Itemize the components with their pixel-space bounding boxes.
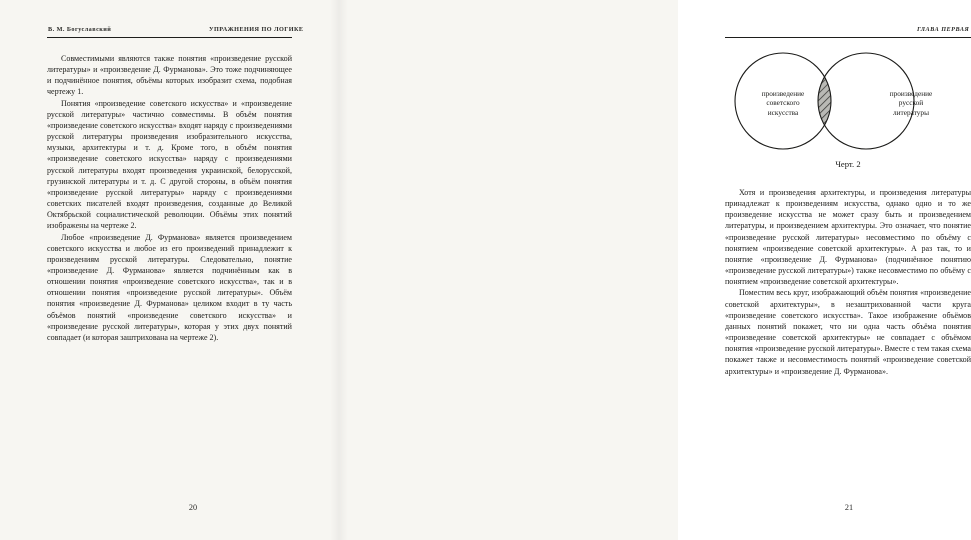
paragraph: Поместим весь круг, изображающий объём понятия «произведение советской архитектуры», в незаштрихованной части круга «произведение советского искусства». Такое изображение объёмов данных понятий покажет, что ни одна часть объёма понятия «произведение советской архитектуры» не совпадает с объёмом понятия «произведение русской литературы». Вместе с тем такая схема покажет также и несовместимость понятий «произведение советской архитектуры» и «произведение Д. Фурманова». <box>725 288 971 376</box>
page-number-right: 21 <box>844 503 854 512</box>
header-rule-left <box>47 37 292 38</box>
page-number-left: 20 <box>188 503 198 512</box>
venn-label-left: произведение советского искусства <box>761 89 805 117</box>
figure-caption: Черт. 2 <box>835 159 861 169</box>
right-page-body-text <box>725 187 971 377</box>
header-rule-right <box>725 37 971 38</box>
paragraph: Любое «произведение Д. Фурманова» является произведением советского искусства и любое из его произведений принадлежит к произведениям русской литературы. Следовательно, понятие «произведение Д. Фурманова» является подчинённым как в отношении понятия «произведение советского искусства», так и в отношении понятия «произведение русской литературы». Объём понятия «произведение Д. Фурманова» целиком входит в ту часть объёмов понятий «произведение советского искусства» и «произведение русской литературы», которая у этих двух понятий совпадает (и которая заштрихована на чертеже 2). <box>47 232 292 342</box>
left-page <box>0 0 339 540</box>
running-head-title: УПРАЖНЕНИЯ ПО ЛОГИКЕ <box>209 26 304 33</box>
venn-label-right: произведение русской литературы <box>889 89 933 117</box>
paragraph: Понятия «произведение советского искусства» и «произведение русской литературы» частично совместимы. В объём понятия «произведение советского искусства» входят наряду с произведениями русской литературы произведения изобразительного искусства, музыки, архитектуры и т. д. Кроме того, в объём понятия «произведение советского искусства» наряду с произведениями русской литературы входят произведения украинской, белорусской, грузинской литературы и т. д. С другой стороны, в объём понятия «произведение русской литературы» наряду с произведениями советских писателей входят произведения, созданные до Великой Октябрьской социалистической революции. Объёмы этих понятий изображены на чертеже 2. <box>47 98 292 231</box>
paragraph: Хотя и произведения архитектуры, и произведения литературы принадлежат к произведениям искусства, однако одно и то же произведение искусства не может сразу быть и произведением литературы, и произведением архитектуры. Это означает, что понятие «произведение русской литературы» несовместимо по объёму с понятием «произведение советской архитектуры». А раз так, то и понятие «произведение Д. Фурманова» (подчинённое понятию «произведение русской литературы») также несовместимо по объёму с понятием «произведение советской архитектуры». <box>725 188 971 287</box>
right-page <box>339 0 971 540</box>
running-head-author: В. М. Богуславский <box>48 26 112 33</box>
running-head-chapter: ГЛАВА ПЕРВАЯ <box>917 26 970 33</box>
venn-diagram-figure <box>725 52 971 180</box>
paragraph: Совместимыми являются также понятия «произведение русской литературы» и «произведение Д. Фурманова». Это тоже подчиняющее и подчинённое понятия, объёмы которых изобразит схема, подобная чертежу 1. <box>47 54 292 97</box>
left-page-body-text <box>47 53 292 343</box>
